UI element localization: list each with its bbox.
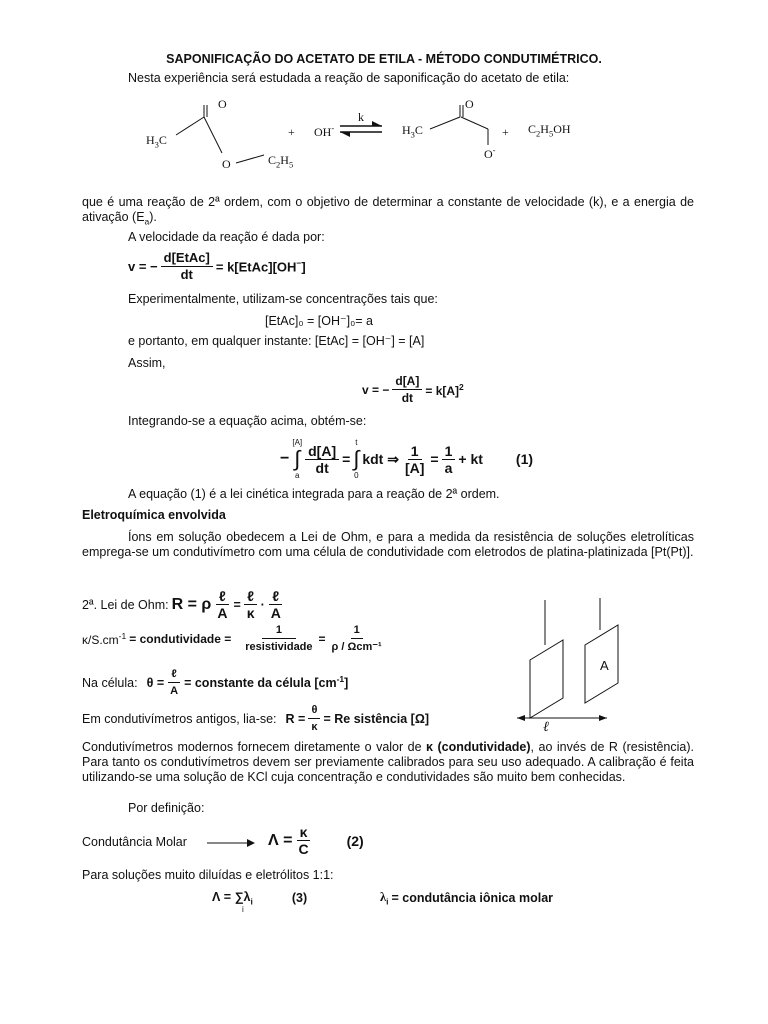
assim-text: Assim, (128, 356, 166, 370)
integrating-text: Integrando-se a equação acima, obtém-se: (128, 414, 367, 428)
ohm-law: 2ª. Lei de Ohm: R = ρ $\frac{\text{ℓ}}{A}$ = $\frac{\text{ℓ}}{\kappa}$ · $\frac{\text{ℓ}}{A}$ (82, 588, 281, 621)
intro-text: Nesta experiência será estudada a reação de saponificação do acetato de etila: (128, 71, 570, 85)
conductivity-cell-diagram (505, 590, 645, 740)
modern-text: Condutivímetros modernos fornecem diretamente o valor de κ (condutividade), ao invés de R (resistência). Para tanto os condutivímetros devem ser previamente calibrados para seu uso adequado. A calibração é feita utilizando-se uma solução de KCl cuja concentração e condutividades são muito bem conhecidas. (82, 740, 694, 784)
rate-equation: v = − $\frac{\text{d[EtAc]}}{dt}$ = k[EtAc][OH−] (128, 250, 306, 282)
plus-sign-1: + (288, 125, 295, 139)
section-title: Eletroquímica envolvida (82, 508, 226, 522)
methyl-group-right: $H_3C$ (402, 123, 423, 140)
carbonyl-oxygen-left: O (218, 97, 227, 111)
by-definition-text: Por definição: (128, 801, 205, 815)
ethyl-group: $C_2H_5$ (268, 153, 294, 170)
carboxylate-oxygen: O- (484, 145, 496, 161)
old-conductimeter-equation: Em condutivímetros antigos, lia-se: R = $\frac{\theta}{\kappa}$ = Re sistência [Ω] (82, 704, 430, 733)
ions-text: Íons em solução obedecem a Lei de Ohm, e para a medida da resistência de soluções eletrolíticas emprega-se um condutivímetro com uma célula de condutividade com eletrodos de platina-platinizada [Pt(Pt)]. (82, 530, 694, 559)
velocity-intro: A velocidade da reação é dada por: (128, 230, 325, 244)
therefore-text: e portanto, em qualquer instante: [EtAc] = [OH⁻] = [A] (128, 334, 425, 348)
cell-constant-equation: Na célula: θ = $\frac{\text{ℓ}}{A}$ = constante da célula $[cm^{-1}]$ (82, 668, 349, 697)
conductivity-equation: $\kappa/S.cm^{-1}$ = condutividade = $\frac{1}{\text{resistividade}}$ = $\frac{1}{\text{ρ / Ωcm⁻¹}}$ (82, 624, 382, 653)
sum-equation: $\Lambda = \sum\lambda_i$ i (3) (212, 890, 308, 914)
arrow-icon (205, 838, 260, 848)
molar-conductance-equation: Λ = $\frac{\kappa}{C}$ (2) (268, 824, 364, 857)
law-text: A equação (1) é a lei cinética integrada para a reação de 2ª ordem. (128, 487, 500, 501)
experimental-text: Experimentalmente, utilizam-se concentrações tais que: (128, 292, 438, 306)
length-label: ℓ (543, 720, 549, 735)
concentration-equation: [EtAc]₀ = [OH⁻]₀= a (265, 314, 373, 328)
page-title: SAPONIFICAÇÃO DO ACETATO DE ETILA - MÉTODO CONDUTIMÉTRICO. (166, 52, 602, 66)
hydroxide-ion: OH- (314, 123, 335, 139)
rate-constant-k: k (358, 110, 364, 124)
reaction-scheme (0, 95, 768, 180)
reaction-bonds (0, 95, 768, 180)
ionic-conductance-definition: $\lambda_i$ = condutância iônica molar (380, 890, 554, 907)
area-label: A (600, 658, 609, 673)
dilute-solutions-text: Para soluções muito diluídas e eletrólitos 1:1: (82, 868, 334, 882)
carbonyl-oxygen-right: O (465, 97, 474, 111)
ester-oxygen: O (222, 157, 231, 171)
integrated-equation: − [A] ∫ a $\frac{d[A]}{dt}$ = t ∫ 0 kdt ⇒ $\frac{1}{[A]}$ = $\frac{1}{a}$ + kt (1) (280, 438, 534, 480)
molar-conductance-label: Condutância Molar (82, 835, 187, 849)
second-order-rate-equation: v = − $\frac{d[A]}{dt}$ = $k[A]^2$ (362, 374, 464, 405)
plus-sign-2: + (502, 125, 509, 139)
ethanol: $C_2H_5OH$ (528, 122, 571, 139)
methyl-group-left: $H_3C$ (146, 133, 167, 150)
second-order-text: que é uma reação de 2ª ordem, com o objetivo de determinar a constante de velocidade (k), e a energia de ativação $(E_a)$. (82, 195, 694, 227)
